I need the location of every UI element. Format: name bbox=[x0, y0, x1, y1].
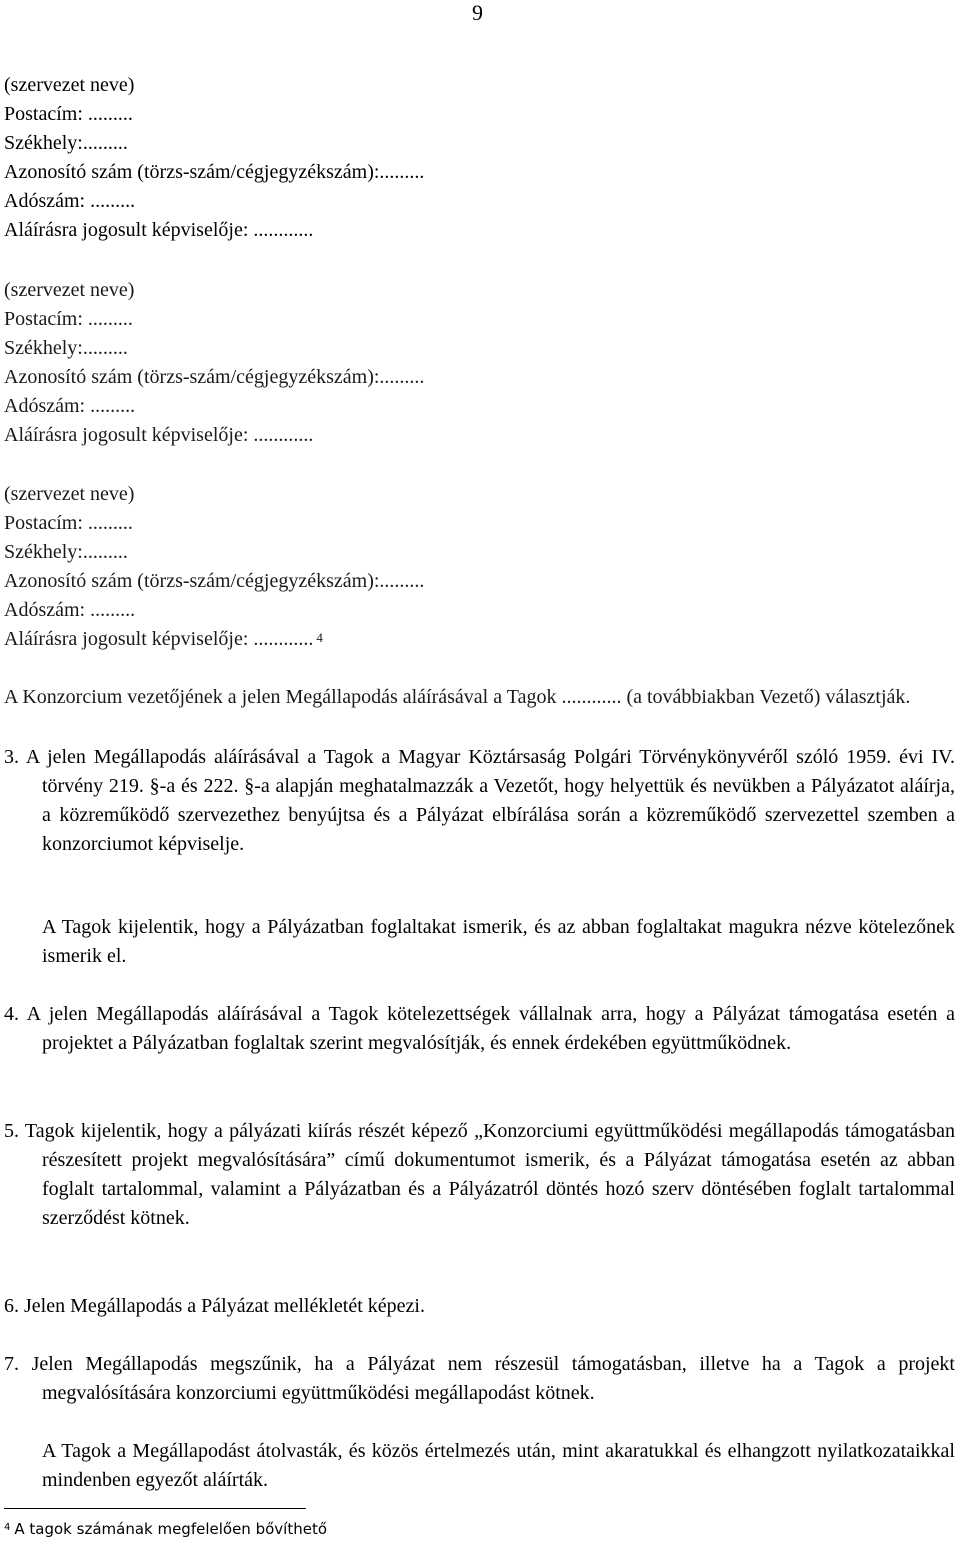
org-representative-line bbox=[4, 625, 904, 654]
org-registration-number: Azonosító szám (törzs-szám/cégjegyzékszám):......... bbox=[4, 570, 425, 592]
paragraph-6 bbox=[4, 1292, 955, 1321]
org-tax-number: Adószám: ......... bbox=[4, 190, 136, 212]
org-representative: Aláírásra jogosult képviselője: ............ bbox=[4, 219, 314, 241]
paragraph-5 bbox=[4, 1117, 955, 1233]
paragraph-7 bbox=[4, 1350, 955, 1408]
page-number: 9 bbox=[472, 0, 483, 25]
footnote-divider bbox=[4, 1508, 306, 1509]
paragraph-5-text: 5. Tagok kijelentik, hogy a pályázati kiírás részét képező „Konzorciumi együttműködési megállapodás támogatásban részesített projekt megvalósítására” című dokumentumot ismerik, és a Pályázat támogatása esetén az abban foglalt tartalommal, valamint a Pályázatban és a Pályázatról döntés hozó szerv döntésében foglalt tartalommal szerződést kötnek. bbox=[4, 1120, 955, 1229]
organization-block-1 bbox=[4, 71, 904, 245]
paragraph-3 bbox=[4, 743, 955, 859]
org-postal-address: Postacím: ......... bbox=[4, 512, 133, 534]
org-seat: Székhely:......... bbox=[4, 132, 128, 154]
org-representative: Aláírásra jogosult képviselője: ............ bbox=[4, 424, 314, 446]
org-seat: Székhely:......... bbox=[4, 337, 128, 359]
org-registration-number: Azonosító szám (törzs-szám/cégjegyzékszám):......... bbox=[4, 161, 425, 183]
paragraph-leader-selection: A Konzorcium vezetőjének a jelen Megállapodás aláírásával a Tagok ............ (a továbbiakban Vezető) választják. bbox=[4, 686, 911, 708]
organization-block-2 bbox=[4, 276, 904, 450]
org-postal-address: Postacím: ......... bbox=[4, 308, 133, 330]
org-postal-address: Postacím: ......... bbox=[4, 103, 133, 125]
footnote bbox=[4, 1518, 327, 1540]
paragraph-6-text: 6. Jelen Megállapodás a Pályázat mellékletét képezi. bbox=[4, 1295, 425, 1317]
organization-block-3 bbox=[4, 480, 904, 654]
paragraph-7-text: 7. Jelen Megállapodás megszűnik, ha a Pályázat nem részesül támogatásban, illetve ha a Tagok a projekt megvalósítására konzorciumi együttműködési megállapodást kötnek. bbox=[4, 1353, 955, 1404]
org-name: (szervezet neve) bbox=[4, 483, 135, 505]
org-registration-number: Azonosító szám (törzs-szám/cégjegyzékszám):......... bbox=[4, 366, 425, 388]
closing-paragraph: A Tagok a Megállapodást átolvasták, és közös értelmezés után, mint akaratukkal és elhangzott nyilatkozataikkal mindenben egyezőt aláírták. bbox=[42, 1440, 955, 1491]
paragraph-4 bbox=[4, 1000, 955, 1058]
paragraph-4-text: 4. A jelen Megállapodás aláírásával a Tagok kötelezettségek vállalnak arra, hogy a Pályázat támogatása esetén a projektet a Pályázatban foglaltak szerint megvalósítják, és ennek érdekében együttműködnek. bbox=[4, 1003, 955, 1054]
org-name: (szervezet neve) bbox=[4, 279, 135, 301]
org-tax-number: Adószám: ......... bbox=[4, 395, 136, 417]
org-name: (szervezet neve) bbox=[4, 74, 135, 96]
footnote-reference[interactable]: 4 bbox=[316, 630, 323, 645]
paragraph-3-text: 3. A jelen Megállapodás aláírásával a Tagok a Magyar Köztársaság Polgári Törvénykönyvéről szóló 1959. évi IV. törvény 219. §-a és 222. §-a alapján meghatalmazzák a Vezetőt, hogy helyettük és nevükben a Pályázatot aláírja, a közreműködő szervezethez benyújtsa és a Pályázat elbírálása során a közreműködő szervezettel szemben a konzorciumot képviselje. bbox=[4, 746, 955, 855]
org-tax-number: Adószám: ......... bbox=[4, 599, 136, 621]
footnote-marker: 4 bbox=[4, 1522, 11, 1533]
footnote-text: A tagok számának megfelelően bővíthető bbox=[14, 1520, 328, 1538]
org-seat: Székhely:......... bbox=[4, 541, 128, 563]
paragraph-3-continued: A Tagok kijelentik, hogy a Pályázatban foglaltakat ismerik, és az abban foglaltakat magukra nézve kötelezőnek ismerik el. bbox=[42, 916, 955, 967]
org-representative: Aláírásra jogosult képviselője: ............ bbox=[4, 628, 314, 650]
